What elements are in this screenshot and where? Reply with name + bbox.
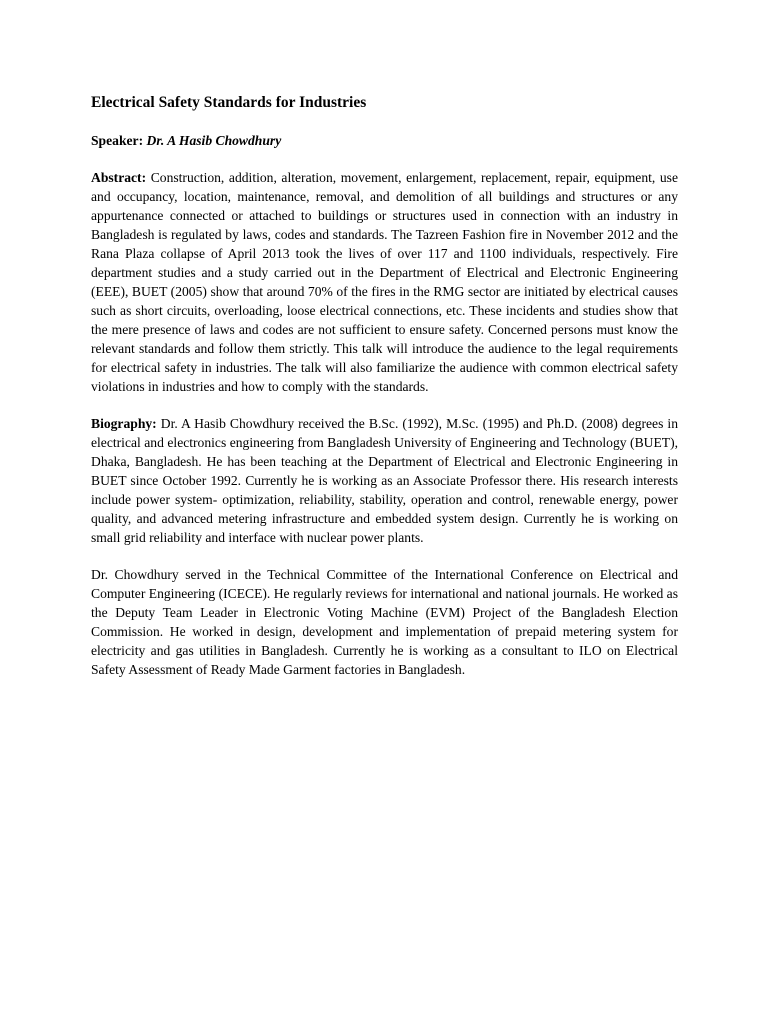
document-page <box>91 93 678 679</box>
speaker-label: Speaker: <box>91 133 144 148</box>
biography-paragraph <box>91 414 678 547</box>
biography-continued-text: Dr. Chowdhury served in the Technical Committee of the International Conference on Electrical and Computer Engineering (ICECE). He regularly reviews for international and national journals. He worked as the Deputy Team Leader in Electronic Voting Machine (EVM) Project of the Bangladesh Election Commission. He worked in design, development and implementation of prepaid metering system for electricity and gas utilities in Bangladesh. Currently he is working as a consultant to ILO on Electrical Safety Assessment of Ready Made Garment factories in Bangladesh. <box>91 567 678 677</box>
abstract-label: Abstract: <box>91 170 147 185</box>
document-title: Electrical Safety Standards for Industries <box>91 94 367 111</box>
abstract-paragraph <box>91 168 678 396</box>
speaker-name: Dr. A Hasib Chowdhury <box>146 133 282 148</box>
speaker-line <box>91 131 678 150</box>
biography-text: Dr. A Hasib Chowdhury received the B.Sc. (1992), M.Sc. (1995) and Ph.D. (2008) degrees in electrical and electronics engineering from Bangladesh University of Engineering and Technology (BUET), Dhaka, Bangladesh. He has been teaching at the Department of Electrical and Electronic Engineering in BUET since October 1992. Currently he is working as an Associate Professor there. His research interests include power system- optimization, reliability, stability, operation and control, renewable energy, power quality, and advanced metering infrastructure and embedded system design. Currently he is working on small grid reliability and interface with nuclear power plants. <box>91 416 678 545</box>
abstract-text: Construction, addition, alteration, movement, enlargement, replacement, repair, equipment, use and occupancy, location, maintenance, removal, and demolition of all buildings and structures or any appurtenance connected or attached to buildings or structures used in connection with an industry in Bangladesh is regulated by laws, codes and standards. The Tazreen Fashion fire in November 2012 and the Rana Plaza collapse of April 2013 took the lives of over 117 and 1100 individuals, respectively. Fire department studies and a study carried out in the Department of Electrical and Electronic Engineering (EEE), BUET (2005) show that around 70% of the fires in the RMG sector are initiated by electrical causes such as short circuits, overloading, loose electrical connections, etc. These incidents and studies show that the mere presence of laws and codes are not sufficient to ensure safety. Concerned persons must know the relevant standards and follow them strictly. This talk will introduce the audience to the legal requirements for electrical safety in industries. The talk will also familiarize the audience with common electrical safety violations in industries and how to comply with the standards. <box>91 170 678 394</box>
biography-continued-paragraph <box>91 565 678 679</box>
biography-label: Biography: <box>91 416 157 431</box>
